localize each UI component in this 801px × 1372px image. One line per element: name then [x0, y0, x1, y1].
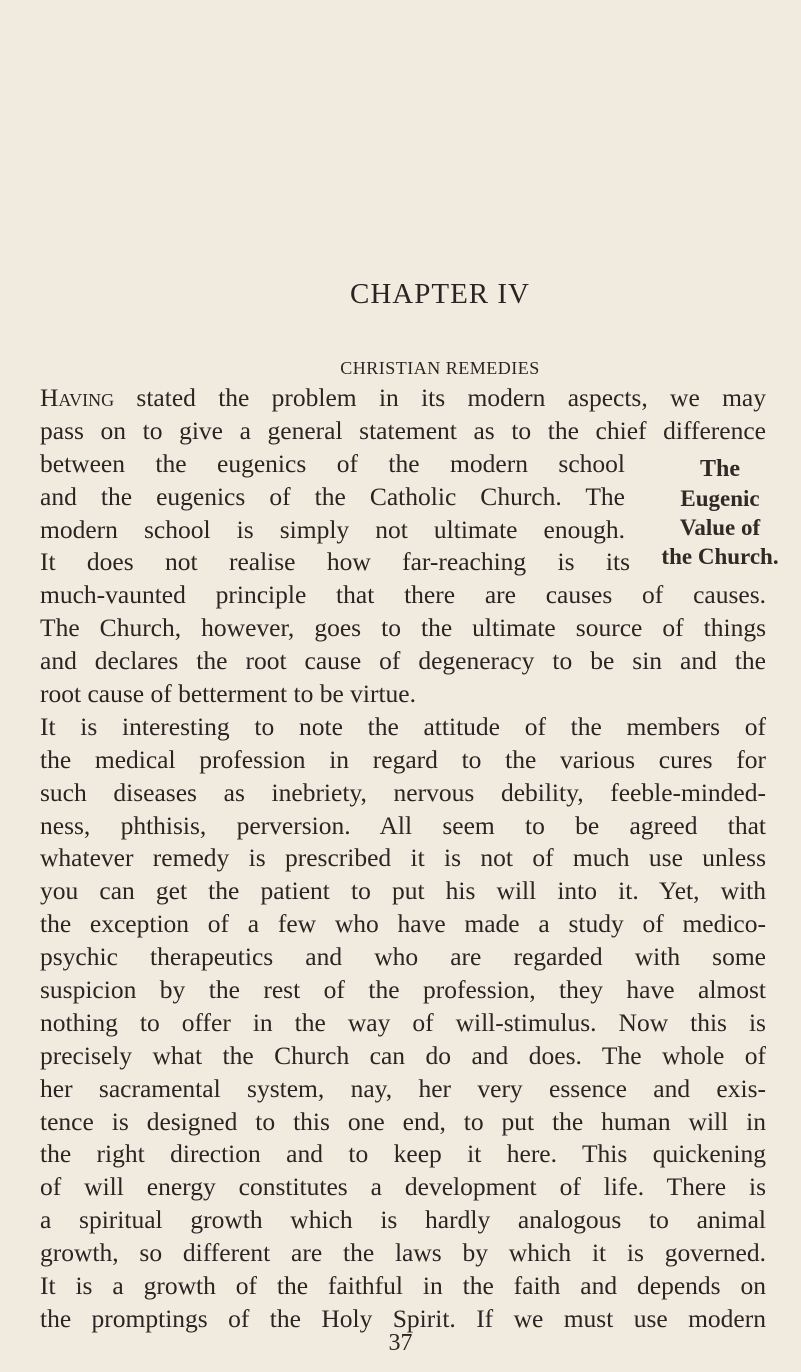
text-line: It is a growth of the faithful in the faith and depends on — [40, 1271, 766, 1301]
text-line: The Church, however, goes to the ultimate source of things — [40, 613, 766, 643]
text-line: the exception of a few who have made a study of medico- — [40, 909, 766, 939]
text-line: psychic therapeutics and who are regarded with some — [40, 942, 766, 972]
text-line: you can get the patient to put his will into it. Yet, with — [40, 876, 766, 906]
text-line: nothing to offer in the way of will-stimulus. Now this is — [40, 1007, 766, 1037]
text-line: such diseases as inebriety, nervous debility, feeble-minded- — [40, 777, 766, 807]
margin-note-line: Eugenic — [680, 486, 760, 511]
text-line: of will energy constitutes a development of life. There is — [40, 1172, 766, 1202]
text-line: between the eugenics of the modern school — [40, 448, 625, 478]
text-line: the medical profession in regard to the various cures for — [40, 744, 766, 774]
text-line: It does not realise how far-reaching is its — [40, 547, 630, 577]
page-number: 37 — [388, 1330, 413, 1356]
text-line: pass on to give a general statement as to the chief difference — [40, 415, 766, 445]
text-line: ness, phthisis, perversion. All seem to be agreed that — [40, 810, 766, 840]
margin-note — [645, 455, 795, 571]
text-line: much-vaunted principle that there are causes of causes. — [40, 580, 766, 610]
text-line: Having stated the problem in its modern aspects, we may — [40, 383, 766, 412]
text-line: modern school is simply not ultimate enough. — [40, 514, 625, 544]
margin-note-line: the Church. — [661, 544, 779, 569]
text-line: the promptings of the Holy Spirit. If we must use modern — [40, 1303, 766, 1333]
text-line: It is interesting to note the attitude of the members of — [40, 711, 766, 741]
text-line: her sacramental system, nay, her very essence and exis- — [40, 1073, 766, 1103]
text-line: root cause of betterment to be virtue. — [40, 679, 416, 709]
text-line: whatever remedy is prescribed it is not of much use unless — [40, 843, 766, 873]
text-line: and declares the root cause of degeneracy to be sin and the — [40, 646, 766, 676]
margin-note-line: The — [699, 456, 740, 482]
text-line: the right direction and to keep it here. This quickening — [40, 1139, 766, 1169]
text-line: tence is designed to this one end, to put the human will in — [40, 1106, 766, 1136]
margin-note-line: Value of — [679, 515, 761, 540]
chapter-subtitle: CHRISTIAN REMEDIES — [340, 358, 540, 378]
text-line: and the eugenics of the Catholic Church. The — [40, 481, 625, 511]
chapter-title: CHAPTER IV — [350, 278, 530, 310]
text-line: growth, so different are the laws by which it is governed. — [40, 1238, 766, 1268]
text-line: precisely what the Church can do and does. The whole of — [40, 1040, 766, 1070]
text-line: a spiritual growth which is hardly analogous to animal — [40, 1205, 766, 1235]
text-line: suspicion by the rest of the profession, they have almost — [40, 975, 766, 1005]
opening-word: Having — [40, 383, 115, 412]
